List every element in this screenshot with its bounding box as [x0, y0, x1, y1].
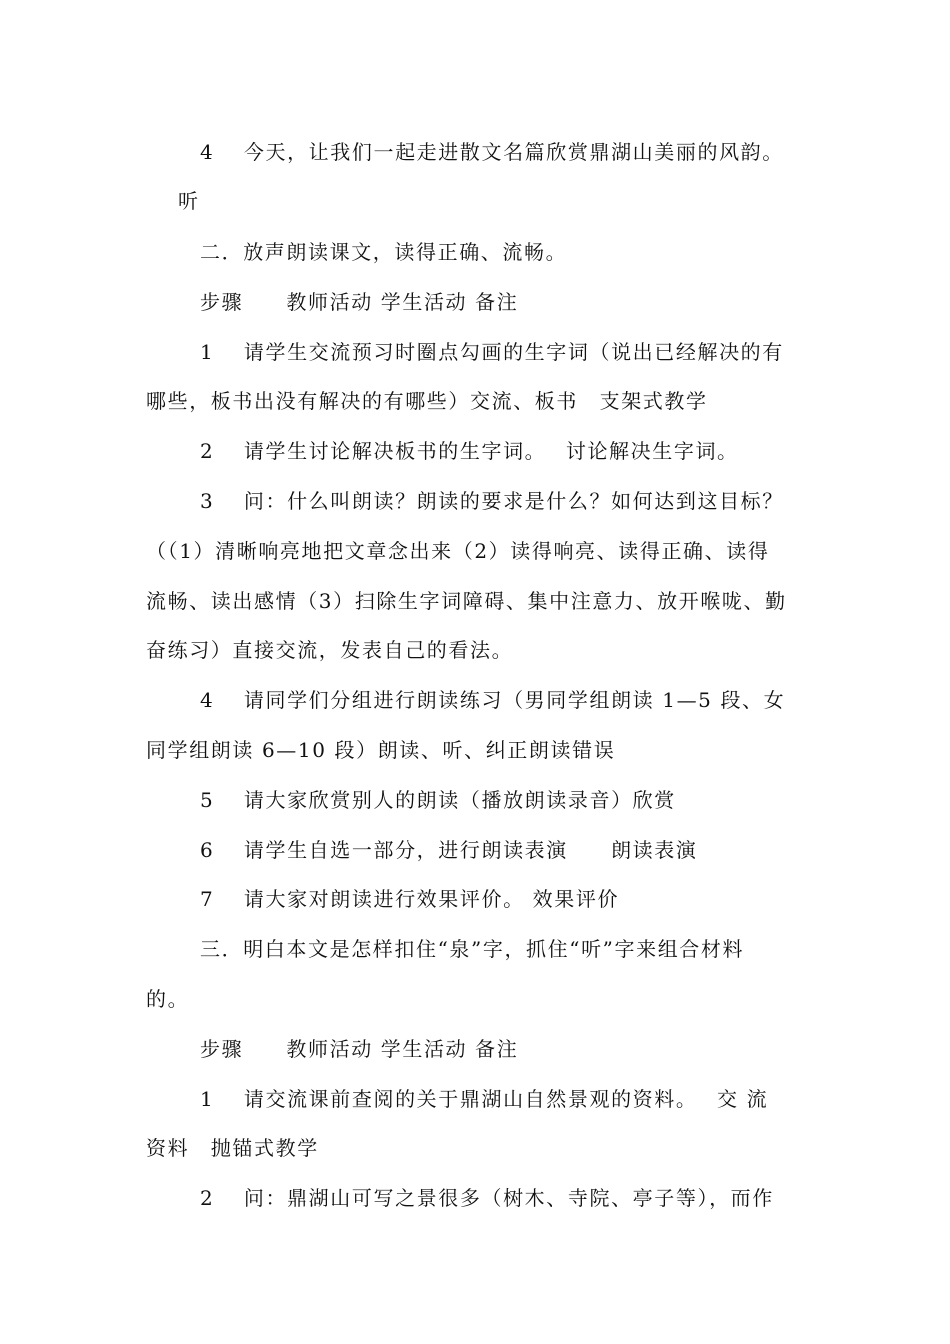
paragraph-line: 同学组朗读 6—10 段）朗读、听、纠正朗读错误: [146, 738, 616, 762]
paragraph-line: 4 今天，让我们一起走进散文名篇欣赏鼎湖山美丽的风韵。: [200, 140, 784, 164]
table-header-line: 步骤 教师活动 学生活动 备注: [200, 1037, 519, 1061]
paragraph-line: 7 请大家对朗读进行效果评价。 效果评价: [200, 887, 620, 911]
paragraph-line: 听: [178, 189, 200, 213]
paragraph-line: 1 请交流课前查阅的关于鼎湖山自然景观的资料。 交 流: [200, 1087, 769, 1111]
section-heading: 二．放声朗读课文，读得正确、流畅。: [200, 240, 568, 264]
paragraph-line: 流畅、读出感情（3）扫除生字词障碍、集中注意力、放开喉咙、勤: [146, 589, 787, 613]
paragraph-line: 的。: [146, 987, 190, 1011]
paragraph-line: 3 问：什么叫朗读？朗读的要求是什么？如何达到这目标？: [200, 489, 784, 513]
paragraph-line: 1 请学生交流预习时圈点勾画的生字词（说出已经解决的有: [200, 340, 784, 364]
paragraph-line: 奋练习）直接交流，发表自己的看法。: [146, 638, 514, 662]
paragraph-line: 5 请大家欣赏别人的朗读（播放朗读录音）欣赏: [200, 788, 676, 812]
paragraph-line: 哪些，板书出没有解决的有哪些）交流、板书 支架式教学: [146, 389, 708, 413]
paragraph-line: （（1）清晰响亮地把文章念出来（2）读得响亮、读得正确、读得: [146, 539, 770, 563]
paragraph-line: 2 请学生讨论解决板书的生字词。 讨论解决生字词。: [200, 439, 739, 463]
paragraph-line: 资料 抛锚式教学: [146, 1136, 319, 1160]
section-heading: 三．明白本文是怎样扣住“泉”字，抓住“听”字来组合材料: [200, 937, 745, 961]
paragraph-line: 4 请同学们分组进行朗读练习（男同学组朗读 1—5 段、女: [200, 688, 786, 712]
paragraph-line: 6 请学生自选一部分，进行朗读表演 朗读表演: [200, 838, 698, 862]
paragraph-line: 2 问：鼎湖山可写之景很多（树木、寺院、亭子等），而作: [200, 1186, 774, 1210]
table-header-line: 步骤 教师活动 学生活动 备注: [200, 290, 519, 314]
